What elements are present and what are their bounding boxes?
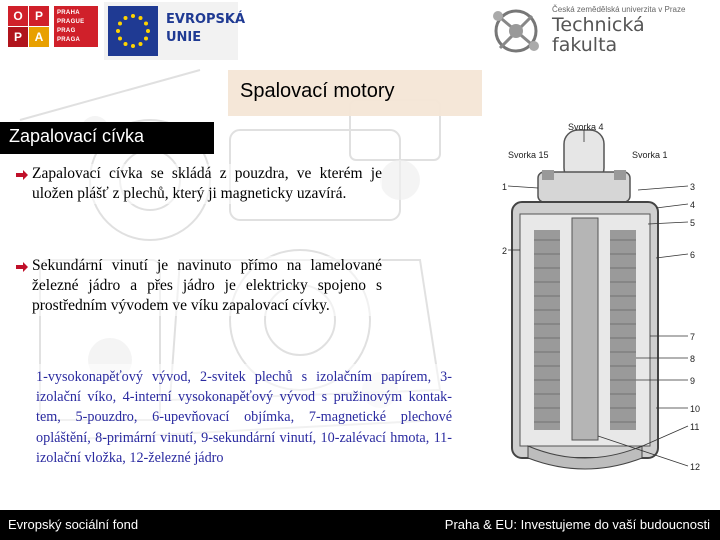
eu-label-line2: UNIE [166,30,202,45]
opp-letter: O [8,6,28,26]
faculty-name [552,15,645,55]
part-number: 5 [690,218,696,228]
terminal-label: Svorka 4 [568,122,604,132]
footer-left-text: Evropský sociální fond [8,517,139,532]
praha-word: PRAGA [57,37,81,43]
part-number: 11 [690,422,700,432]
part-number: 9 [690,376,696,386]
technical-faculty-logo-icon [486,4,546,58]
faculty-name-line1: Technická [552,14,645,36]
part-number: 8 [690,354,696,364]
part-number: 10 [690,404,701,414]
slide-title: Spalovací motory [240,80,395,102]
eu-label-line1: EVROPSKÁ [166,12,246,27]
eu-label [166,11,245,47]
eu-flag-icon [108,6,158,56]
bullet-arrow-icon [16,170,28,180]
part-number: 12 [690,462,701,472]
part-number: 6 [690,250,696,260]
opp-letter: A [29,27,49,47]
opp-praha-logo [8,6,98,56]
praha-word: PRAHA [57,10,80,16]
ignition-coil-diagram [488,118,720,490]
part-number: 2 [502,246,508,256]
faculty-name-line2: fakulta [552,34,618,56]
praha-word: PRAGUE [57,19,85,25]
part-number: 7 [690,332,696,342]
bullet-paragraph: Sekundární vinutí je navinuto přímo na lamelované železné jádro a přes jádro je elektricky spojeno s prostředním vývodem ve víku zapalovací cívky. [32,257,382,314]
terminal-label: Svorka 15 [508,150,549,160]
bullet-paragraph: Zapalovací cívka se skládá z pouzdra, ve kterém je uložen plášť z plechů, který ji magneticky uzavírá. [32,165,382,202]
terminal-label: Svorka 1 [632,150,668,160]
opp-letter: P [29,6,49,26]
part-number: 4 [690,200,696,210]
bullet-arrow-icon [16,262,28,272]
part-number: 1 [502,182,508,192]
part-number: 3 [690,182,696,192]
section-title: Zapalovací cívka [9,126,145,146]
diagram-legend: 1-vysokonapěťový vývod, 2-svitek plechů s izolačním papírem, 3-izolační víko, 4-interní vysokonapěťový vývod s pružinovým kontak-tem, 5-pouzdro, 6-upevňovací objímka, 7-magnetické plechové opláštění, 8-primární vinutí, 9-sekundární vinutí, 10-zalévací hmota, 11-izolační vložka, 12-železné jádro [36,369,452,466]
opp-letter: P [8,27,28,47]
praha-word: PRAG [57,28,76,34]
footer-right-text: Praha & EU: Investujeme do vaší budoucnosti [444,517,710,532]
faculty-university-name: Česká zemědělská univerzita v Praze [552,5,686,14]
